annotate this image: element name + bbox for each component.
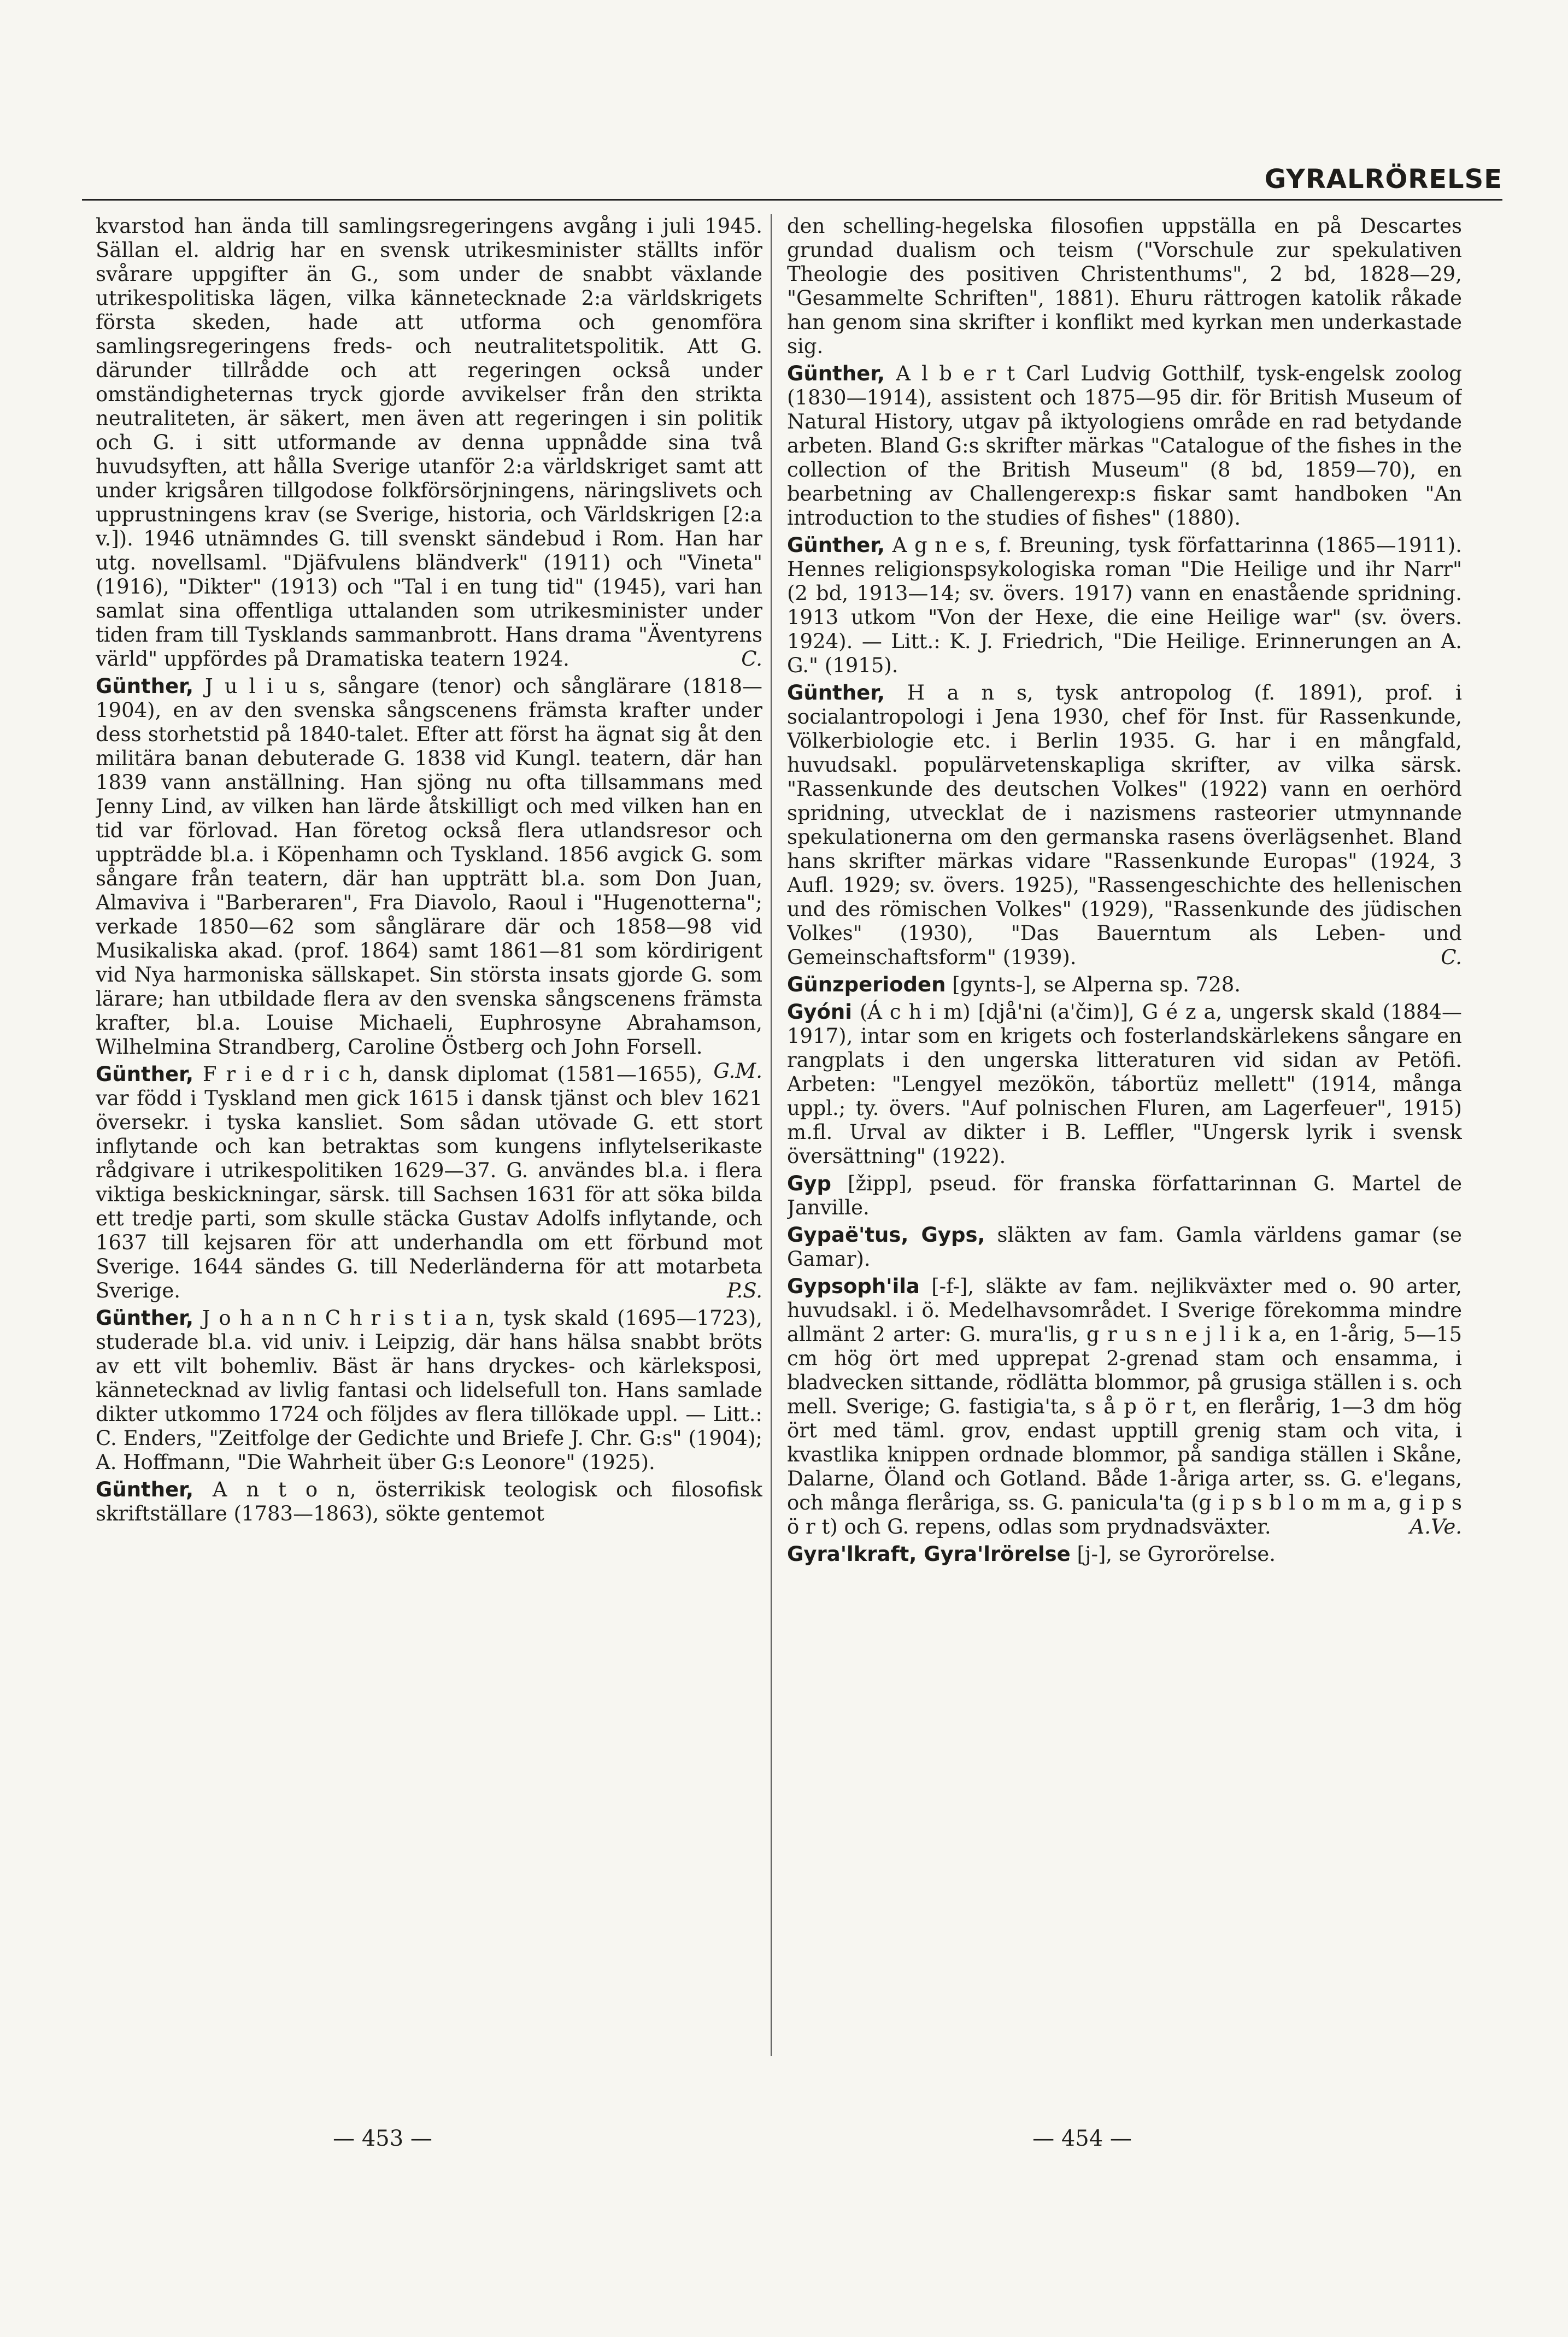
entry-text: (Á c h i m) [djå'ni (a'čim)], G é z a, ungersk skald (1884—1917), intar som en krigets och fosterlandskärlekens sångare en rangplats i den ungerska litteraturen vid sidan av Petöfi. Arbeten: "Lengyel mezökön, tábortüz mellett" (1914, många uppl.; ty. övers. "Auf polnischen Fluren, am Lagerfeuer", 1915) m.fl. Urval av dikter i B. Leffler, "Ungersk lyrik i svensk översättning" (1922). [787,1000,1462,1168]
author-signature: G.M. [713,1059,762,1083]
entry-text: släkten av fam. Gamla världens gamar (se Gamar). [787,1223,1462,1271]
running-head: GYRALRÖRELSE [1264,164,1502,195]
entry-text: H a n s, tysk antropolog (f. 1891), prof. i socialantropologi i Jena 1930, chef för Inst. für Rassenkunde, Völkerbiologie etc. i Berlin 1935. G. har i en mångfald, huvudsakl. populärvetenskapliga skrifter, av vilka särsk. "Rassenkunde des deutschen Volkes" (1922) vann en oerhörd spridning, utvecklat de i nazismens rasteorier utmynnande spekulationerna om den germanska rasens överlägsenhet. Bland hans skrifter märkas vidare "Rassenkunde Europas" (1924, 3 Aufl. 1929; sv. övers. 1925), "Rassengeschichte des hellenischen und des römischen Volkes" (1929), "Rassenkunde des jüdischen Volkes" (1930), "Das Bauerntum als Leben- und Gemeinschaftsform" (1939). [787,681,1462,969]
entry-headword: Gyóni [787,1000,852,1024]
entry-text: kvarstod han ända till samlingsregeringens avgång i juli 1945. Sällan el. aldrig har en svensk utrikesminister ställts inför svårare uppgifter än G., som under de snabbt växlande utrikespolitiska lägen, vilka kännetecknade 2:a världskrigets första skeden, hade att utforma och genomföra samlingsregeringens freds- och neutralitetspolitik. Att G. därunder tillrådde och att regeringen också under omständigheternas tryck gjorde avvikelser från den strikta neutraliteten, är säkert, men även att regeringen i sin politik och G. i sitt utformande av denna uppnådde sina två huvudsyften, att hålla Sverige utanför 2:a världskriget samt att under krigsåren tillgodose folkförsörjningens, näringslivets och upprustningens krav (se Sverige, historia, och Världskrigen [2:a v.]). 1946 utnämndes G. till svenskt sändebud i Rom. Han har utg. novellsaml. "Djäfvulens bländverk" (1911) och "Vineta" (1916), "Dikter" (1913) och "Tal i en tung tid" (1945), vari han samlat sina offentliga uttalanden som utrikesminister under tiden fram till Tysklands sammanbrott. Hans drama "Äventyrens värld" uppfördes på Dramatiska teatern 1924. [96,214,762,671]
dictionary-entry [787,1223,1462,1271]
entry-headword: Gyp [787,1172,831,1195]
entry-headword: Günther, [96,1062,194,1086]
entry-headword: Gypaë'tus, Gyps, [787,1223,985,1247]
dictionary-entry [787,1542,1462,1566]
dictionary-entry [96,1062,762,1303]
dictionary-entry [96,674,762,1083]
entry-headword: Gyra'lkraft, Gyra'lrörelse [787,1542,1071,1566]
entry-headword: Günther, [96,674,194,698]
entry-text: den schelling-hegelska filosofien uppställa en på Descartes grundad dualism och teism ("Vorschule zur spekulativen Theologie des positiven Christenthums", 2 bd, 1828—29, "Gesammelte Schriften", 1881). Ehuru rättrogen katolik råkade han genom sina skrifter i konflikt med kyrkan men underkastade sig. [787,214,1462,358]
author-signature: C. [1441,946,1462,969]
page-number-right: — 454 — [1032,2126,1132,2151]
entry-headword: Günther, [787,533,885,557]
entry-text: J u l i u s, sångare (tenor) och sånglärare (1818—1904), en av den svenska sångscenens främsta krafter under dess storhetstid på 1840-talet. Efter att först ha ägnat sig åt den militära banan debuterade G. 1838 vid Kungl. teatern, där han 1839 vann anställning. Han sjöng nu ofta tillsammans med Jenny Lind, av vilken han lärde åtskilligt och med vilken han en tid var förlovad. Han företog också flera utlandsresor och uppträdde bl.a. i Köpenhamn och Tyskland. 1856 avgick G. som sångare från teatern, där han uppträtt bl.a. som Don Juan, Almaviva i "Barberaren", Fra Diavolo, Raoul i "Hugenotterna"; verkade 1850—62 som sånglärare där och 1858—98 vid Musikaliska akad. (prof. 1864) samt 1861—81 som kördirigent vid Nya harmoniska sällskapet. Sin största insats gjorde G. som lärare; han utbildade flera av den svenska sångscenens främsta krafter, bl.a. Louise Michaeli, Euphrosyne Abrahamson, Wilhelmina Strandberg, Caroline Östberg och John Forsell. [96,674,762,1059]
entry-headword: Günther, [96,1478,194,1501]
dictionary-entry [787,1000,1462,1168]
entry-text: [j-], se Gyrorörelse. [1077,1542,1276,1566]
dictionary-entry [96,1478,762,1526]
entry-headword: Günther, [787,362,885,385]
dictionary-entry [787,362,1462,530]
dictionary-entry [96,214,762,671]
entry-text: A g n e s, f. Breuning, tysk författarinna (1865—1911). Hennes religionspsykologiska roman "Die Heilige und ihr Narr" (2 bd, 1913—14; sv. övers. 1917) vann en enastående spridning. 1913 utkom "Von der Hexe, die eine Heilige war" (sv. övers. 1924). — Litt.: K. J. Friedrich, "Die Heilige. Erinnerungen an A. G." (1915). [787,533,1462,677]
entry-headword: Günzperioden [787,973,946,996]
entry-text: F r i e d r i c h, dansk diplomat (1581—1655), var född i Tyskland men gick 1615 i dansk tjänst och blev 1621 översekr. i tyska kansliet. Som sådan utövade G. ett stort inflytande och kan betraktas som kungens inflytelserikaste rådgivare i utrikespolitiken 1629—37. G. användes bl.a. i flera viktiga beskickningar, särsk. till Sachsen 1631 för att söka bilda ett tredje parti, som skulle stäcka Gustav Adolfs inflytande, och 1637 till kejsaren för att underhandla om ett förbund mot Sverige. 1644 sändes G. till Nederländerna för att motarbeta Sverige. [96,1062,762,1302]
right-column [787,214,1462,2062]
header-rule [82,199,1502,201]
column-divider [771,214,772,2056]
dictionary-entry [96,1306,762,1475]
entry-text: J o h a n n C h r i s t i a n, tysk skald (1695—1723), studerade bl.a. vid univ. i Leipzig, där hans hälsa snabbt bröts av ett vilt bohemliv. Bäst är hans dryckes- och kärleksposi, kännetecknad av livlig fantasi och lidelsefull ton. Hans samlade dikter utkommo 1724 och följdes av flera tillökade uppl. — Litt.: C. Enders, "Zeitfolge der Gedichte und Briefe J. Chr. G:s" (1904); A. Hoffmann, "Die Wahrheit über G:s Leonore" (1925). [96,1306,762,1474]
entry-text: A n t o n, österrikisk teologisk och filosofisk skriftställare (1783—1863), sökte gentemot [96,1478,762,1525]
page-header [82,164,1502,202]
entry-text: [žipp], pseud. för franska författarinnan G. Martel de Janville. [787,1172,1462,1219]
entry-text: [gynts-], se Alperna sp. 728. [952,973,1241,996]
author-signature: P.S. [727,1279,762,1302]
left-column [96,214,762,2062]
dictionary-entry [787,214,1462,359]
page-number-left: — 453 — [333,2126,432,2151]
dictionary-entry [787,973,1462,997]
entry-headword: Günther, [787,681,885,704]
dictionary-entry [787,1172,1462,1220]
entry-text: [-f-], släkte av fam. nejlikväxter med o. 90 arter, huvudsakl. i ö. Medelhavsområdet. I Sverige förekomma mindre allmänt 2 arter: G. mura'lis, g r u s n e j l i k a, en 1-årig, 5—15 cm hög ört med upprepat 2-grenad stam och ensamma, i bladvecken sittande, rödlätta blommor, på grusiga ställen i s. och mell. Sverige; G. fastigia'ta, s å p ö r t, en flerårig, 1—3 dm hög ört med täml. grov, endast upptill grenig stam och vita, i kvastlika knippen ordnade blommor, på sandiga ställen i Skåne, Dalarne, Öland och Gotland. Både 1-åriga arter, ss. G. e'legans, och många fleråriga, ss. G. panicula'ta (g i p s b l o m m a, g i p s ö r t) och G. repens, odlas som prydnadsväxter. [787,1275,1462,1539]
entry-text: A l b e r t Carl Ludvig Gotthilf, tysk-engelsk zoolog (1830—1914), assistent och 1875—95 dir. för British Museum of Natural History, utgav på iktyologiens område en rad betydande arbeten. Bland G:s skrifter märkas "Catalogue of the fishes in the collection of the British Museum" (8 bd, 1859—70), en bearbetning av Challengerexp:s fiskar samt handboken "An introduction to the studies of fishes" (1880). [787,362,1462,530]
dictionary-entry [787,1275,1462,1539]
dictionary-entry [787,533,1462,678]
entry-headword: Gypsoph'ila [787,1275,920,1298]
author-signature: A.Ve. [1410,1515,1462,1539]
entry-headword: Günther, [96,1306,194,1330]
dictionary-entry [787,681,1462,970]
author-signature: C. [741,647,762,671]
